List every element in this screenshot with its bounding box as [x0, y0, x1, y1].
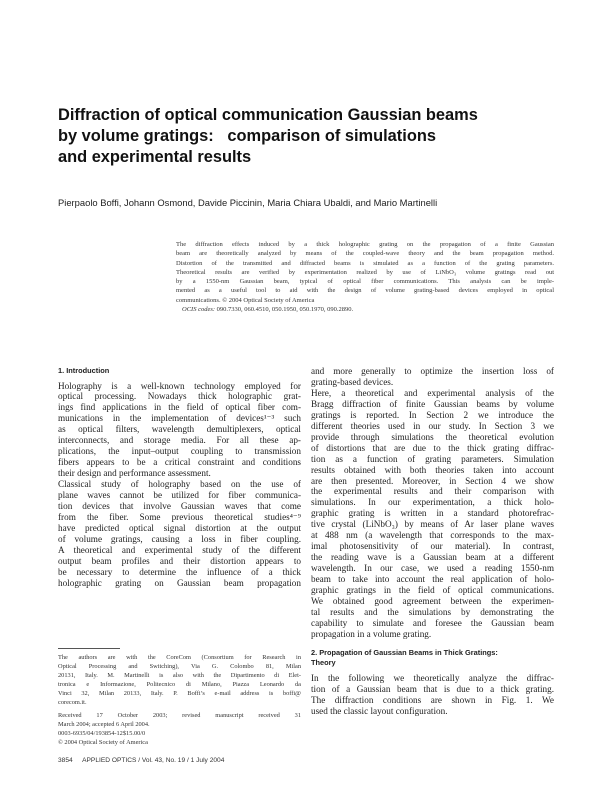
body-line: Bragg diffraction of finite Gaussian beams by volume: [311, 398, 554, 409]
body-line: tion of a Gaussian beam that is due to a thick grating.: [311, 683, 554, 694]
body-line: A theoretical and experimental study of the different: [58, 544, 301, 555]
body-line: beam to take into account the real application of holo-: [311, 574, 554, 585]
issn-code: 0003-6935/04/193854-12$15.00/0: [58, 729, 146, 737]
body-line: have predicted optical signal distortion at the output: [58, 522, 301, 533]
body-line: wavelength. In our case, we used a reading 1550-nm: [311, 563, 554, 574]
body-line: simulations. In our experimentation, a thick holo-: [311, 497, 554, 508]
issue-info: / Vol. 43, No. 19 / 1 July 2004: [138, 757, 225, 764]
ocis-label: OCIS codes:: [182, 306, 216, 314]
abstract-line: Theoretical results are verified by experimentation realized by use of LiNbO₃ volume gratings read out: [176, 268, 554, 276]
ocis-values: 090.7330, 060.4510, 050.1950, 050.1970, 090.2890.: [216, 306, 354, 314]
abstract-line: The diffraction effects induced by a thick holographic grating on the propagation of a finite Gaussian: [176, 241, 554, 248]
abstract-line: mented as a useful tool to aid with the design of volume grating-based devices employed in optical: [176, 287, 554, 295]
copyright-notice: © 2004 Optical Society of America: [58, 738, 148, 746]
body-line: plications, the input–output coupling to transmission: [58, 446, 301, 457]
body-line: fibers appears to be a critical constraint and conditions: [58, 457, 301, 468]
body-line: the experimental results and their comparison with: [311, 486, 554, 497]
author-list: Pierpaolo Boffi, Johann Osmond, Davide Piccinin, Maria Chiara Ubaldi, and Mario Martinelli: [58, 197, 438, 208]
body-line: tal results and the simulations by demonstrating the: [311, 606, 554, 617]
body-line: as optical filters, wavelength demultiplexers, optical: [58, 424, 301, 435]
body-line: munications in the implementation of devices¹⁻³ such: [58, 413, 301, 424]
abstract: [176, 240, 554, 314]
affiliation-line: corecom.it.: [58, 699, 87, 707]
body-line: Here, a theoretical and experimental analysis of the: [311, 387, 554, 398]
body-line: Classical study of holography based on the use of: [58, 479, 301, 490]
body-line: tion devices that involve Gaussian waves that come: [58, 500, 301, 511]
abstract-line: Distortion of the transmitted and diffracted beams is simulated as a function of the grating parameters.: [176, 259, 554, 267]
affiliation-line: The authors are with the CoreCom (Consortium for Research in: [58, 654, 301, 661]
body-line: interconnects, and storage media. For all these ap-: [58, 435, 301, 446]
section-1-heading: 1. Introduction: [58, 366, 110, 375]
body-line: of volume gratings, causing a loss in fiber coupling.: [58, 533, 301, 544]
body-line: We obtained good agreement between the experimen-: [311, 596, 554, 607]
footnotes: [58, 653, 301, 747]
body-line: at 488 nm (a wavelength that corresponds to the max-: [311, 530, 554, 541]
affiliation-line: 20131, Italy. M. Martinelli is also with the Dipartimento di Elet-: [58, 672, 301, 680]
journal-name: APPLIED OPTICS: [82, 757, 137, 764]
received-line: March 2004; accepted 6 April 2004.: [58, 720, 150, 728]
body-line: plane waves cannot be utilized for fiber communica-: [58, 490, 301, 501]
body-line: gratings is reported. In Section 2 we introduce the: [311, 409, 554, 420]
body-line: be necessary to determine the influence of a thick: [58, 566, 301, 577]
affiliation-line: tronica e Informazione, Politecnico di Milano, Piazza Leonardo da: [58, 681, 301, 689]
abstract-line: by a 1550-nm Gaussian beam, typical of optical fiber communications. This analysis can be imple-: [176, 278, 554, 286]
paper-title: [58, 105, 558, 167]
running-footer: [58, 757, 224, 764]
body-line: of distortions that are due to the thick grating diffrac-: [311, 442, 554, 453]
body-line: used the classic layout configuration.: [311, 705, 448, 716]
footnote-rule: [58, 648, 120, 649]
page-number: 3854: [58, 757, 73, 764]
body-line: their design and performance assessment.: [58, 468, 211, 479]
section-2-heading: 2. Propagation of Gaussian Beams in Thick Gratings:: [311, 647, 498, 657]
body-line: graphic grating is written in a standard photorefrac-: [311, 508, 554, 519]
body-line: ings find applications in the field of optical fiber com-: [58, 402, 301, 413]
body-line: results obtained with both theories taken into account: [311, 464, 554, 475]
body-line: In the following we theoretically analyze the diffrac-: [311, 672, 554, 683]
body-line: different theories used in our study. In Section 3 we: [311, 420, 554, 431]
abstract-line: communications. © 2004 Optical Society of America: [176, 296, 315, 304]
left-column: [58, 366, 301, 589]
body-line: tive crystal (LiNbO₃) by means of Ar laser plane waves: [311, 519, 554, 530]
body-line: grating-based devices.: [311, 376, 394, 387]
body-line: and more generally to optimize the insertion loss of: [311, 366, 554, 376]
body-line: capability to simulate and foresee the Gaussian beam: [311, 617, 554, 628]
ocis-codes: [182, 305, 554, 314]
body-line: tion as a function of grating parameters. Simulation: [311, 453, 554, 464]
body-line: the reading wave is a Gaussian beam at a different: [311, 552, 554, 563]
body-line: Holography is a well-known technology employed for: [58, 380, 301, 391]
body-line: The diffraction conditions are shown in Fig. 1. We: [311, 694, 554, 705]
body-line: output beam profiles and their distortion appears to: [58, 555, 301, 566]
affiliation-line: Optical Processing and Switching), Via G. Colombo 81, Milan: [58, 663, 301, 671]
title-line: by volume gratings: comparison of simulations: [58, 126, 436, 145]
body-line: optical processing. Nowadays thick holographic grat-: [58, 391, 301, 402]
affiliation-line: Vinci 32, Milan 20133, Italy. P. Boffi’s e-mail address is boffi@: [58, 690, 301, 698]
body-line: imal photosensitivity of our material). In contrast,: [311, 541, 554, 552]
section-2-heading-cont: Theory: [311, 658, 336, 668]
title-line: and experimental results: [58, 147, 252, 166]
title-line: Diffraction of optical communication Gaussian beams: [58, 106, 478, 124]
body-line: from the fiber. Some previous theoretical studies⁴⁻⁹: [58, 511, 301, 522]
right-column: [311, 366, 554, 717]
body-line: graphic gratings in the field of optical communications.: [311, 585, 554, 596]
received-line: Received 17 October 2003; revised manuscript received 31: [58, 711, 301, 719]
body-line: are then presented. Moreover, in Section 4 we show: [311, 475, 554, 486]
abstract-line: beam are theoretically analyzed by means of the coupled-wave theory and the beam propagation method.: [176, 250, 554, 258]
body-line: holographic grating on Gaussian beam propagation: [58, 577, 301, 588]
body-line: propagation in a volume grating.: [311, 628, 432, 639]
body-line: provide through simulations the theoretical evolution: [311, 431, 554, 442]
